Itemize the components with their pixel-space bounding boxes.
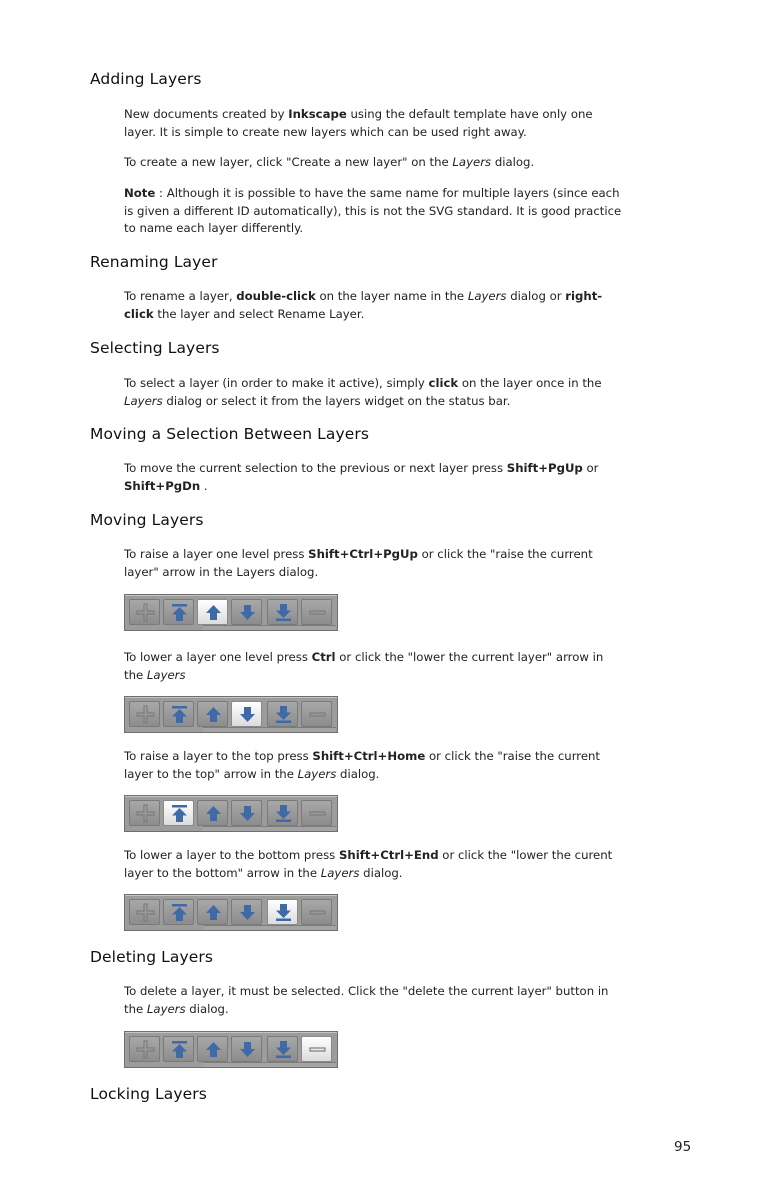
lower-layer-button[interactable]	[231, 599, 262, 625]
moving-selection-paragraph	[124, 460, 624, 495]
text: : Although it is possible to have the same name for multiple layers (since each is given a different ID automatically), this is not the SVG standard. It is good practice to name each layer differently.	[124, 186, 622, 235]
moving-bottom-paragraph	[124, 847, 624, 882]
arrow-up-to-top-icon	[170, 903, 189, 922]
lower-layer-button[interactable]	[231, 701, 262, 727]
text-italic: Layers	[452, 155, 492, 169]
lower-layer-to-bottom-button[interactable]	[267, 599, 298, 625]
minus-icon	[308, 804, 327, 823]
lower-layer-to-bottom-button[interactable]	[267, 899, 298, 925]
page-number: 95	[674, 1139, 692, 1155]
text-bold: Shift+Ctrl+Home	[312, 749, 426, 763]
text-italic: Layers	[297, 766, 337, 781]
text: To move the current selection to the previous or next layer press	[124, 461, 507, 475]
adding-note	[124, 185, 624, 238]
toolbar-divider	[203, 826, 336, 831]
text-bold: right-click	[124, 289, 603, 321]
toolbar-divider	[203, 727, 336, 732]
add-layer-button[interactable]	[129, 701, 160, 727]
text-bold: click	[428, 376, 459, 390]
arrow-up-to-top-icon	[170, 1040, 189, 1059]
selecting-paragraph	[124, 375, 624, 410]
minus-icon	[308, 903, 327, 922]
heading-renaming-layer: Renaming Layer	[90, 253, 218, 271]
plus-icon	[136, 603, 155, 622]
text-italic: Layers	[146, 667, 186, 682]
text: dialog or select it from the layers widget on the status bar.	[162, 393, 511, 408]
text: or click the "lower the curent layer to the bottom" arrow in the	[124, 848, 613, 880]
raise-layer-to-top-button[interactable]	[163, 899, 194, 925]
text: dialog.	[185, 1001, 229, 1016]
text: or click the "lower the current layer" arrow in the	[124, 650, 604, 682]
text: To raise a layer to the top press	[124, 749, 313, 763]
text-bold: double-click	[236, 289, 316, 303]
text-bold: Shift+PgUp	[506, 461, 583, 475]
add-layer-button[interactable]	[129, 800, 160, 826]
raise-layer-to-top-button[interactable]	[163, 701, 194, 727]
minus-icon	[308, 1040, 327, 1059]
text-bold: Shift+Ctrl+PgUp	[308, 547, 418, 561]
text: .	[200, 478, 208, 493]
moving-raise-paragraph	[124, 546, 624, 581]
text: To raise a layer one level press	[124, 547, 309, 561]
layers-toolbar-raise	[124, 594, 338, 631]
text-italic: Layers	[320, 865, 360, 880]
arrow-down-icon	[238, 603, 257, 622]
arrow-up-to-top-icon	[170, 705, 189, 724]
text-italic: Layers	[467, 289, 507, 303]
text: To delete a layer, it must be selected. Click the "delete the current layer" button in the	[124, 984, 609, 1016]
text: or click the "raise the current layer to the top" arrow in the	[124, 749, 601, 781]
arrow-down-to-bottom-icon	[274, 705, 293, 724]
renaming-paragraph	[124, 288, 624, 323]
plus-icon	[136, 903, 155, 922]
text: To select a layer (in order to make it active), simply	[124, 376, 429, 390]
minus-icon	[308, 603, 327, 622]
text-italic: Layers	[146, 1001, 186, 1016]
text: To lower a layer one level press	[124, 650, 312, 664]
plus-icon	[136, 804, 155, 823]
layers-toolbar-bottom	[124, 894, 338, 931]
arrow-up-icon	[204, 804, 223, 823]
add-layer-button[interactable]	[129, 899, 160, 925]
toolbar-divider	[203, 925, 336, 930]
text-bold: Inkscape	[288, 107, 347, 121]
text: To rename a layer,	[124, 289, 237, 303]
heading-deleting-layers: Deleting Layers	[90, 948, 214, 966]
raise-layer-button[interactable]	[197, 599, 228, 625]
text: dialog.	[359, 865, 403, 880]
raise-layer-button[interactable]	[197, 899, 228, 925]
layers-toolbar-delete	[124, 1031, 338, 1068]
arrow-down-to-bottom-icon	[274, 1040, 293, 1059]
layers-toolbar-top	[124, 795, 338, 832]
text: dialog.	[336, 766, 380, 781]
delete-layer-button[interactable]	[301, 800, 332, 826]
arrow-down-to-bottom-icon	[274, 903, 293, 922]
text-italic: Layers	[124, 393, 163, 408]
text: To create a new layer, click "Create a new layer" on the	[124, 155, 453, 169]
text: New documents created by	[124, 107, 289, 121]
arrow-down-to-bottom-icon	[274, 603, 293, 622]
heading-moving-selection: Moving a Selection Between Layers	[90, 425, 370, 443]
text-bold: Shift+Ctrl+End	[338, 848, 439, 862]
raise-layer-to-top-button[interactable]	[163, 800, 194, 826]
heading-selecting-layers: Selecting Layers	[90, 339, 220, 357]
arrow-down-icon	[238, 804, 257, 823]
toolbar-divider	[203, 625, 336, 630]
text: or click the "raise the current layer" arrow in the Layers dialog.	[124, 547, 593, 579]
raise-layer-button[interactable]	[197, 800, 228, 826]
delete-layer-button[interactable]	[301, 701, 332, 727]
plus-icon	[136, 1040, 155, 1059]
arrow-down-to-bottom-icon	[274, 804, 293, 823]
delete-layer-button[interactable]	[301, 1036, 332, 1062]
raise-layer-to-top-button[interactable]	[163, 1036, 194, 1062]
moving-top-paragraph	[124, 748, 624, 783]
lower-layer-to-bottom-button[interactable]	[267, 800, 298, 826]
text: dialog.	[491, 155, 535, 169]
arrow-down-icon	[238, 903, 257, 922]
arrow-down-icon	[238, 1040, 257, 1059]
raise-layer-button[interactable]	[197, 701, 228, 727]
delete-layer-button[interactable]	[301, 599, 332, 625]
deleting-paragraph	[124, 983, 624, 1018]
adding-paragraph-1	[124, 106, 624, 141]
arrow-up-to-top-icon	[170, 804, 189, 823]
text: To lower a layer to the bottom press	[124, 848, 339, 862]
arrow-up-icon	[204, 705, 223, 724]
delete-layer-button[interactable]	[301, 899, 332, 925]
arrow-down-icon	[238, 705, 257, 724]
arrow-up-icon	[204, 603, 223, 622]
moving-lower-paragraph	[124, 649, 624, 684]
toolbar-divider	[203, 1062, 336, 1067]
heading-locking-layers: Locking Layers	[90, 1085, 207, 1103]
text: on the layer once in the	[458, 376, 602, 390]
raise-layer-button[interactable]	[197, 1036, 228, 1062]
text: or	[582, 461, 599, 475]
lower-layer-to-bottom-button[interactable]	[267, 701, 298, 727]
arrow-up-icon	[204, 1040, 223, 1059]
lower-layer-to-bottom-button[interactable]	[267, 1036, 298, 1062]
heading-adding-layers: Adding Layers	[90, 70, 202, 88]
add-layer-button[interactable]	[129, 599, 160, 625]
text: dialog or	[506, 289, 566, 303]
arrow-up-to-top-icon	[170, 603, 189, 622]
lower-layer-button[interactable]	[231, 899, 262, 925]
text-bold: Note	[124, 186, 156, 200]
lower-layer-button[interactable]	[231, 800, 262, 826]
raise-layer-to-top-button[interactable]	[163, 599, 194, 625]
lower-layer-button[interactable]	[231, 1036, 262, 1062]
adding-paragraph-2	[124, 154, 624, 172]
add-layer-button[interactable]	[129, 1036, 160, 1062]
text: on the layer name in the	[315, 289, 468, 303]
heading-moving-layers: Moving Layers	[90, 511, 204, 529]
text: the layer and select Rename Layer.	[153, 306, 365, 321]
text: using the default template have only one layer. It is simple to create new layers which can be used right away.	[124, 107, 593, 139]
arrow-up-icon	[204, 903, 223, 922]
text-bold: Ctrl	[311, 650, 336, 664]
text-bold: Shift+PgDn	[124, 478, 201, 493]
minus-icon	[308, 705, 327, 724]
plus-icon	[136, 705, 155, 724]
layers-toolbar-lower	[124, 696, 338, 733]
